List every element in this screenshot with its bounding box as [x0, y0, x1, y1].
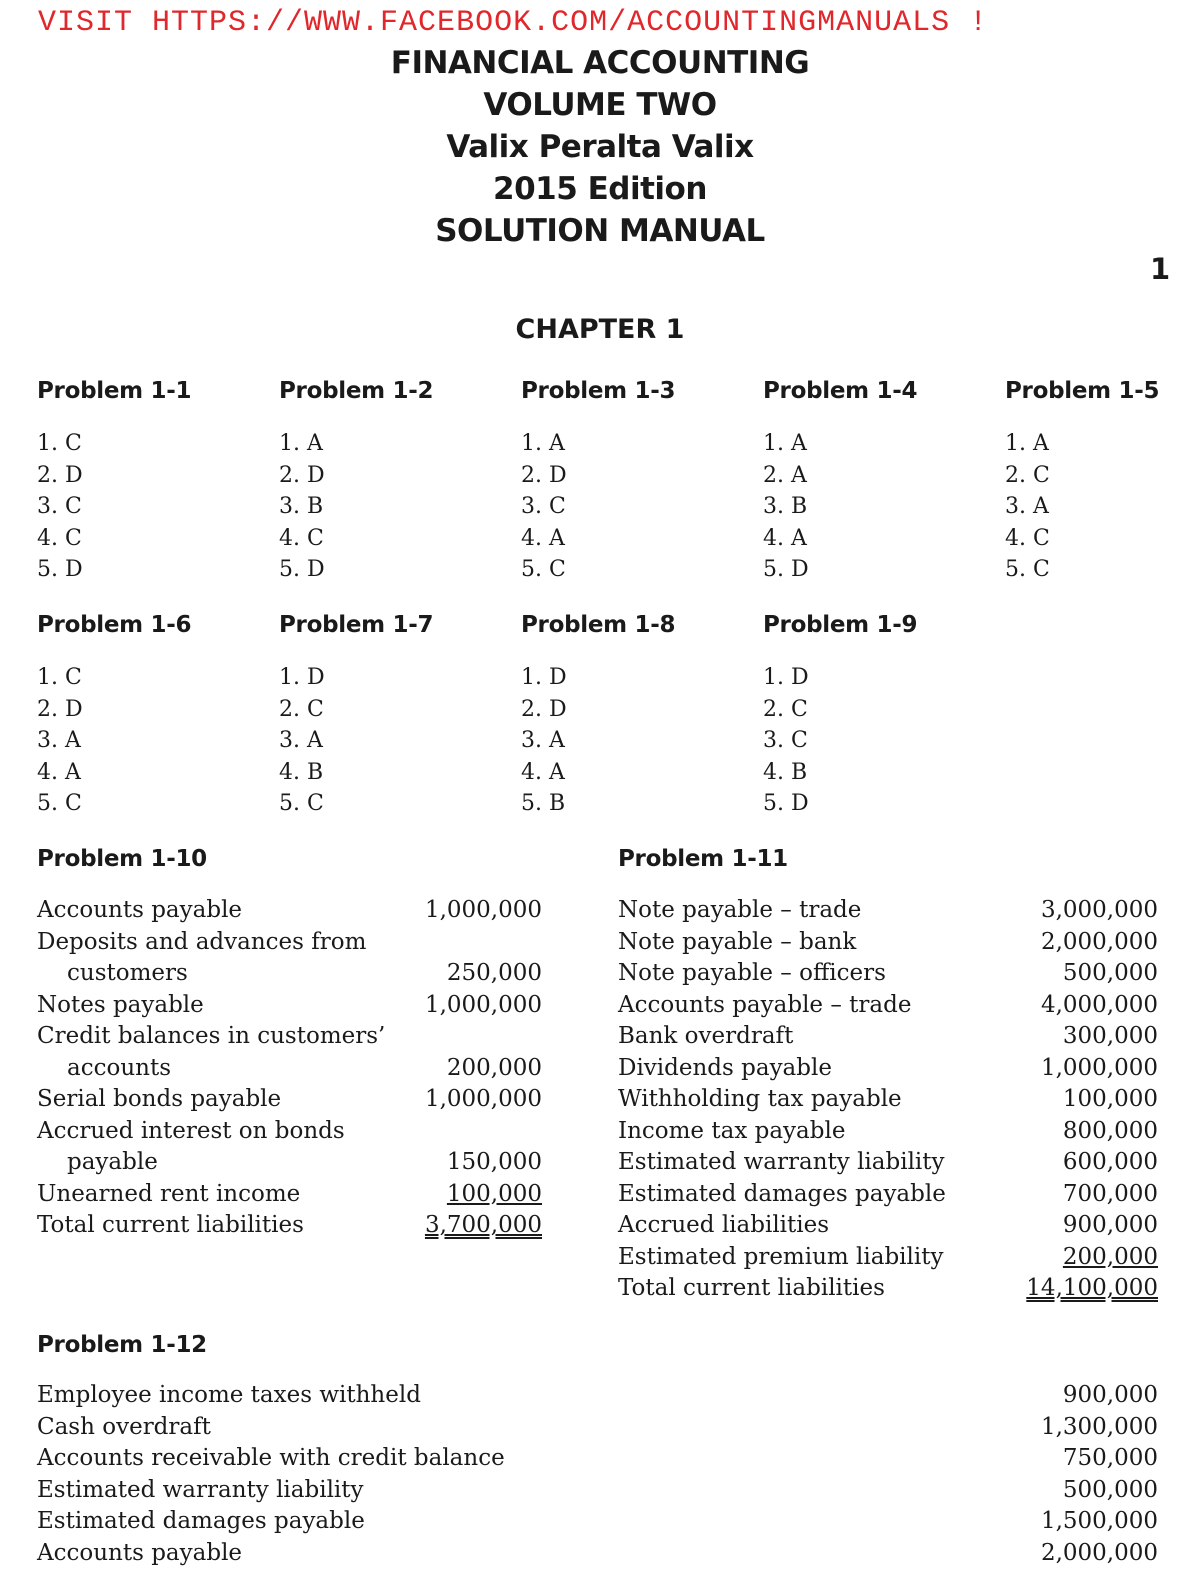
liability-amount: 200,000: [1063, 1244, 1158, 1270]
liability-label: Accrued liabilities: [618, 1212, 829, 1238]
answer-item: 5. D: [37, 554, 83, 586]
total-label: Total current liabilities: [37, 1212, 304, 1238]
document-title-block: [0, 42, 1200, 252]
liability-label: Cash overdraft: [37, 1414, 211, 1440]
liability-amount: 1,300,000: [1041, 1414, 1158, 1440]
problem-heading: Problem 1-1: [37, 378, 191, 404]
liability-row: [37, 1414, 1158, 1446]
problem-heading: Problem 1-7: [279, 612, 433, 638]
liability-amount: 3,000,000: [1041, 897, 1158, 923]
liability-amount: 1,500,000: [1041, 1508, 1158, 1534]
authors: Valix Peralta Valix: [0, 126, 1200, 168]
liability-row: [618, 1181, 1158, 1213]
answer-item: 1. A: [521, 428, 567, 460]
problem-heading: Problem 1-3: [521, 378, 675, 404]
liability-label: Employee income taxes withheld: [37, 1382, 421, 1408]
liability-amount: 900,000: [1063, 1212, 1158, 1238]
answer-item: 1. C: [37, 662, 83, 694]
answer-list: [279, 428, 325, 586]
answer-item: 2. A: [763, 460, 809, 492]
liability-row: [618, 960, 1158, 992]
liability-row: [618, 1149, 1158, 1181]
liability-label: Estimated warranty liability: [618, 1149, 945, 1175]
answer-item: 3. C: [763, 725, 809, 757]
liability-amount: 2,000,000: [1041, 929, 1158, 955]
answer-item: 2. C: [1005, 460, 1050, 492]
facebook-banner: VISIT HTTPS://WWW.FACEBOOK.COM/ACCOUNTINGMANUALS !: [38, 6, 1178, 40]
total-amount: 3,700,000: [425, 1212, 542, 1238]
liability-row: [618, 929, 1158, 961]
liability-amount: 200,000: [447, 1055, 542, 1081]
answer-item: 4. C: [279, 523, 325, 555]
liability-amount: 100,000: [447, 1181, 542, 1207]
book-title: FINANCIAL ACCOUNTING: [0, 42, 1200, 84]
edition: 2015 Edition: [0, 168, 1200, 210]
answer-item: 4. A: [763, 523, 809, 555]
total-row: [37, 1212, 542, 1244]
answer-item: 4. A: [37, 757, 83, 789]
page-number: 1: [1150, 252, 1170, 286]
problem-heading: Problem 1-9: [763, 612, 917, 638]
answer-list: [521, 662, 567, 820]
liability-label: Withholding tax payable: [618, 1086, 902, 1112]
answer-item: 5. D: [279, 554, 325, 586]
liability-row: [618, 897, 1158, 929]
liability-row: [37, 1181, 542, 1213]
answer-item: 3. A: [521, 725, 567, 757]
problem-heading: Problem 1-2: [279, 378, 433, 404]
answer-item: 1. A: [279, 428, 325, 460]
answer-item: 5. D: [763, 554, 809, 586]
liability-amount: 2,000,000: [1041, 1540, 1158, 1566]
liability-row: [618, 1244, 1158, 1276]
problem-1-10-table: [37, 897, 542, 1244]
liability-amount: 1,000,000: [425, 897, 542, 923]
problem-heading: Problem 1-8: [521, 612, 675, 638]
liability-amount: 250,000: [447, 960, 542, 986]
problem-1-11-heading: Problem 1-11: [618, 846, 788, 872]
answer-item: 3. B: [279, 491, 325, 523]
answer-item: 2. D: [279, 460, 325, 492]
liability-label: Accrued interest on bonds: [37, 1118, 345, 1144]
problem-1-12-heading: Problem 1-12: [37, 1332, 207, 1358]
liability-row: [618, 1212, 1158, 1244]
liability-label: Notes payable: [37, 992, 204, 1018]
answer-list: [521, 428, 567, 586]
liability-label: Unearned rent income: [37, 1181, 300, 1207]
liability-row: [37, 1477, 1158, 1509]
answer-item: 3. A: [279, 725, 325, 757]
answer-item: 1. A: [1005, 428, 1050, 460]
liability-amount: 300,000: [1063, 1023, 1158, 1049]
answer-item: 3. A: [37, 725, 83, 757]
total-label: Total current liabilities: [618, 1275, 885, 1301]
liability-label: Serial bonds payable: [37, 1086, 281, 1112]
liability-amount: 1,000,000: [425, 992, 542, 1018]
liability-row: [37, 1118, 542, 1150]
problem-heading: Problem 1-4: [763, 378, 917, 404]
liability-row: [37, 1023, 542, 1055]
problem-1-10-heading: Problem 1-10: [37, 846, 207, 872]
liability-row: [37, 897, 542, 929]
answer-list: [763, 662, 809, 820]
liability-amount: 1,000,000: [425, 1086, 542, 1112]
total-row: [618, 1275, 1158, 1307]
answer-item: 5. C: [37, 788, 83, 820]
liability-label: Bank overdraft: [618, 1023, 793, 1049]
liability-row: [37, 1086, 542, 1118]
liability-label: Note payable – bank: [618, 929, 856, 955]
answer-item: 2. D: [37, 694, 83, 726]
answer-item: 3. C: [521, 491, 567, 523]
liability-amount: 700,000: [1063, 1181, 1158, 1207]
liability-label: Deposits and advances from: [37, 929, 366, 955]
answer-item: 5. C: [521, 554, 567, 586]
manual-type: SOLUTION MANUAL: [0, 210, 1200, 252]
liability-amount: 4,000,000: [1041, 992, 1158, 1018]
volume-title: VOLUME TWO: [0, 84, 1200, 126]
liability-row: [618, 1023, 1158, 1055]
liability-label: customers: [37, 960, 188, 986]
liability-amount: 150,000: [447, 1149, 542, 1175]
liability-amount: 500,000: [1063, 960, 1158, 986]
problem-1-11-table: [618, 897, 1158, 1307]
liability-row: [37, 1149, 542, 1181]
answer-item: 1. D: [279, 662, 325, 694]
answer-item: 1. D: [521, 662, 567, 694]
liability-amount: 600,000: [1063, 1149, 1158, 1175]
liability-row: [37, 992, 542, 1024]
answer-list: [37, 428, 83, 586]
liability-label: Dividends payable: [618, 1055, 832, 1081]
answer-item: 4. C: [37, 523, 83, 555]
liability-label: Accounts payable: [37, 1540, 242, 1566]
answer-item: 4. B: [763, 757, 809, 789]
answer-item: 1. D: [763, 662, 809, 694]
answer-item: 3. A: [1005, 491, 1050, 523]
answer-list: [763, 428, 809, 586]
liability-row: [37, 929, 542, 961]
answer-item: 3. B: [763, 491, 809, 523]
answer-item: 1. A: [763, 428, 809, 460]
problem-heading: Problem 1-6: [37, 612, 191, 638]
liability-row: [618, 1055, 1158, 1087]
answer-item: 4. B: [279, 757, 325, 789]
answer-item: 4. A: [521, 523, 567, 555]
answer-item: 2. C: [763, 694, 809, 726]
answer-list: [1005, 428, 1050, 586]
liability-label: Income tax payable: [618, 1118, 845, 1144]
liability-label: accounts: [37, 1055, 171, 1081]
liability-label: Estimated warranty liability: [37, 1477, 364, 1503]
liability-row: [37, 1055, 542, 1087]
answer-item: 5. B: [521, 788, 567, 820]
answer-item: 2. C: [279, 694, 325, 726]
answer-item: 2. D: [521, 460, 567, 492]
answer-list: [37, 662, 83, 820]
answer-item: 2. D: [521, 694, 567, 726]
problem-1-12-table: [37, 1382, 1158, 1571]
liability-row: [37, 1540, 1158, 1571]
liability-label: Note payable – trade: [618, 897, 861, 923]
liability-label: Accounts receivable with credit balance: [37, 1445, 505, 1471]
liability-amount: 100,000: [1063, 1086, 1158, 1112]
answer-item: 5. C: [279, 788, 325, 820]
liability-amount: 1,000,000: [1041, 1055, 1158, 1081]
liability-amount: 500,000: [1063, 1477, 1158, 1503]
liability-amount: 750,000: [1063, 1445, 1158, 1471]
liability-label: Estimated damages payable: [618, 1181, 946, 1207]
answer-item: 2. D: [37, 460, 83, 492]
liability-row: [37, 960, 542, 992]
liability-row: [37, 1382, 1158, 1414]
answer-item: 5. C: [1005, 554, 1050, 586]
liability-row: [37, 1445, 1158, 1477]
liability-label: Estimated premium liability: [618, 1244, 943, 1270]
answer-item: 1. C: [37, 428, 83, 460]
liability-label: Credit balances in customers’: [37, 1023, 385, 1049]
liability-row: [37, 1508, 1158, 1540]
liability-label: Accounts payable – trade: [618, 992, 911, 1018]
answer-list: [279, 662, 325, 820]
liability-label: payable: [37, 1149, 158, 1175]
liability-label: Accounts payable: [37, 897, 242, 923]
answer-item: 4. C: [1005, 523, 1050, 555]
liability-amount: 800,000: [1063, 1118, 1158, 1144]
answer-item: 5. D: [763, 788, 809, 820]
liability-label: Note payable – officers: [618, 960, 886, 986]
liability-amount: 900,000: [1063, 1382, 1158, 1408]
problem-heading: Problem 1-5: [1005, 378, 1159, 404]
chapter-heading: CHAPTER 1: [0, 314, 1200, 345]
liability-row: [618, 992, 1158, 1024]
liability-label: Estimated damages payable: [37, 1508, 365, 1534]
total-amount: 14,100,000: [1026, 1275, 1158, 1301]
liability-row: [618, 1118, 1158, 1150]
liability-row: [618, 1086, 1158, 1118]
answer-item: 3. C: [37, 491, 83, 523]
answer-item: 4. A: [521, 757, 567, 789]
